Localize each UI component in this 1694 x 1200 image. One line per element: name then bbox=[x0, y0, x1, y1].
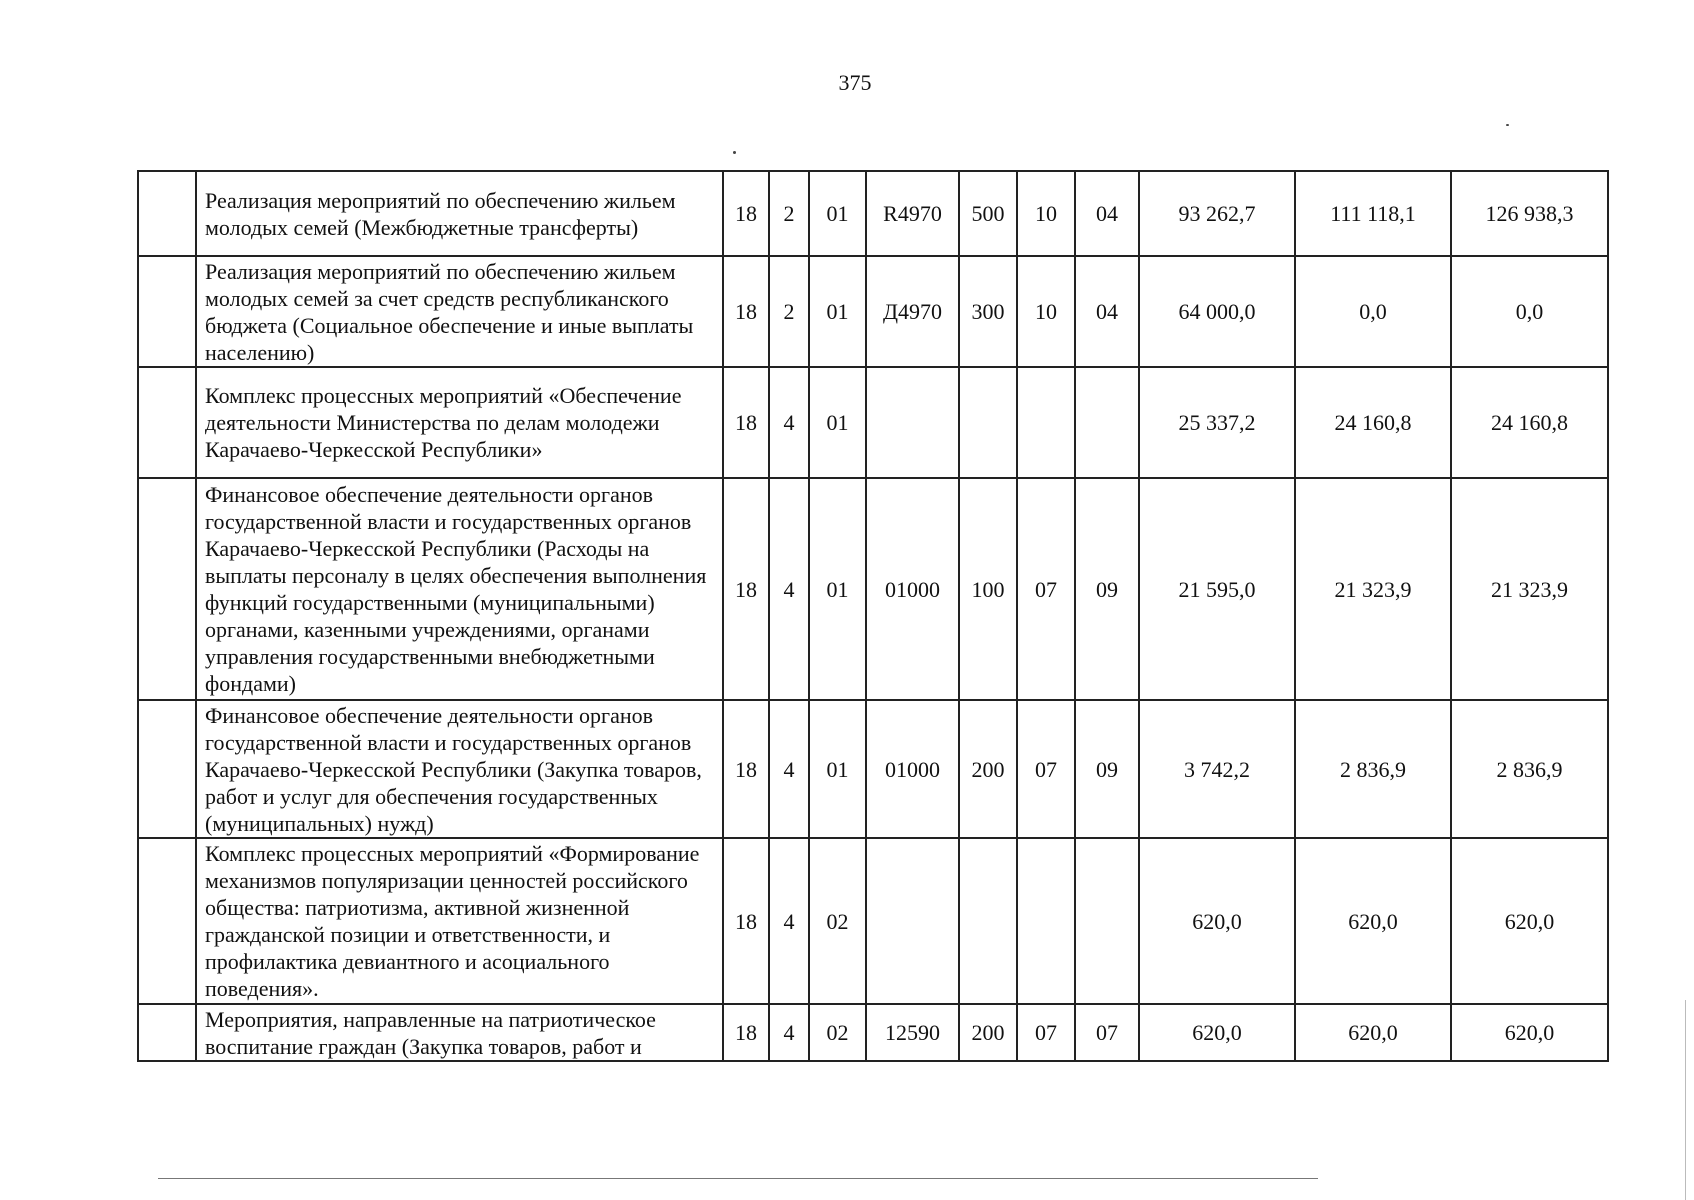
code-a-cell: 18 bbox=[723, 838, 769, 1004]
code-c-cell: 01 bbox=[809, 700, 866, 838]
code-a-cell: 18 bbox=[723, 700, 769, 838]
blank-cell bbox=[138, 1004, 196, 1061]
blank-cell bbox=[138, 838, 196, 1004]
amount-2-cell: 2 836,9 bbox=[1295, 700, 1451, 838]
code-c-cell: 01 bbox=[809, 171, 866, 256]
code-e-cell: 200 bbox=[959, 1004, 1017, 1061]
code-e-cell: 500 bbox=[959, 171, 1017, 256]
code-e-cell: 200 bbox=[959, 700, 1017, 838]
code-b-cell: 2 bbox=[769, 171, 809, 256]
amount-2-cell: 111 118,1 bbox=[1295, 171, 1451, 256]
code-e-cell bbox=[959, 367, 1017, 478]
subsection-cell: 07 bbox=[1075, 1004, 1139, 1061]
row-description: Финансовое обеспечение деятельности органов государственной власти и государственных органов Карачаево-Черкесской Республики (Закупка товаров, работ и услуг для обеспечения государственных (муниципальных) нужд) bbox=[196, 700, 723, 838]
section-cell bbox=[1017, 838, 1075, 1004]
row-description: Реализация мероприятий по обеспечению жильем молодых семей за счет средств республиканского бюджета (Социальное обеспечение и иные выплаты населению) bbox=[196, 256, 723, 367]
section-cell bbox=[1017, 367, 1075, 478]
page-number: 375 bbox=[838, 70, 872, 95]
amount-1-cell: 21 595,0 bbox=[1139, 478, 1295, 700]
amount-3-cell: 24 160,8 bbox=[1451, 367, 1608, 478]
code-b-cell: 4 bbox=[769, 838, 809, 1004]
code-a-cell: 18 bbox=[723, 256, 769, 367]
table-row bbox=[138, 171, 1608, 256]
bottom-rule bbox=[158, 1178, 1318, 1179]
code-b-cell: 4 bbox=[769, 478, 809, 700]
subsection-cell: 04 bbox=[1075, 171, 1139, 256]
code-d-cell: 12590 bbox=[866, 1004, 959, 1061]
row-description: Реализация мероприятий по обеспечению жильем молодых семей (Межбюджетные трансферты) bbox=[196, 171, 723, 256]
table-row bbox=[138, 1004, 1608, 1061]
scan-speck bbox=[1506, 124, 1509, 126]
subsection-cell bbox=[1075, 838, 1139, 1004]
amount-2-cell: 620,0 bbox=[1295, 838, 1451, 1004]
code-d-cell: Д4970 bbox=[866, 256, 959, 367]
code-d-cell: R4970 bbox=[866, 171, 959, 256]
row-description: Финансовое обеспечение деятельности органов государственной власти и государственных органов Карачаево-Черкесской Республики (Расходы на выплаты персоналу в целях обеспечения выполнения функций государственными (муниципальными) органами, казенными учреждениями, органами управления государственными внебюджетными фондами) bbox=[196, 478, 723, 700]
row-description: Комплекс процессных мероприятий «Формирование механизмов популяризации ценностей российского общества: патриотизма, активной жизненной гражданской позиции и ответственности, и профилактика девиантного и асоциального поведения». bbox=[196, 838, 723, 1004]
section-cell: 07 bbox=[1017, 700, 1075, 838]
amount-2-cell: 24 160,8 bbox=[1295, 367, 1451, 478]
amount-1-cell: 64 000,0 bbox=[1139, 256, 1295, 367]
code-e-cell: 300 bbox=[959, 256, 1017, 367]
amount-2-cell: 620,0 bbox=[1295, 1004, 1451, 1061]
amount-3-cell: 620,0 bbox=[1451, 1004, 1608, 1061]
blank-cell bbox=[138, 700, 196, 838]
table-row bbox=[138, 700, 1608, 838]
subsection-cell bbox=[1075, 367, 1139, 478]
code-b-cell: 4 bbox=[769, 1004, 809, 1061]
scan-edge-mark bbox=[1685, 1000, 1686, 1200]
row-description: Мероприятия, направленные на патриотическое воспитание граждан (Закупка товаров, работ и bbox=[196, 1004, 723, 1061]
section-cell: 07 bbox=[1017, 1004, 1075, 1061]
blank-cell bbox=[138, 256, 196, 367]
scan-speck bbox=[733, 151, 736, 154]
amount-3-cell: 620,0 bbox=[1451, 838, 1608, 1004]
code-b-cell: 4 bbox=[769, 700, 809, 838]
amount-1-cell: 93 262,7 bbox=[1139, 171, 1295, 256]
table-row bbox=[138, 367, 1608, 478]
code-c-cell: 02 bbox=[809, 838, 866, 1004]
code-c-cell: 01 bbox=[809, 256, 866, 367]
table-row bbox=[138, 478, 1608, 700]
amount-1-cell: 620,0 bbox=[1139, 1004, 1295, 1061]
code-d-cell bbox=[866, 838, 959, 1004]
amount-3-cell: 2 836,9 bbox=[1451, 700, 1608, 838]
amount-3-cell: 21 323,9 bbox=[1451, 478, 1608, 700]
table-row bbox=[138, 838, 1608, 1004]
code-d-cell: 01000 bbox=[866, 700, 959, 838]
row-description: Комплекс процессных мероприятий «Обеспечение деятельности Министерства по делам молодежи Карачаево-Черкесской Республики» bbox=[196, 367, 723, 478]
code-c-cell: 01 bbox=[809, 478, 866, 700]
amount-3-cell: 126 938,3 bbox=[1451, 171, 1608, 256]
subsection-cell: 09 bbox=[1075, 700, 1139, 838]
amount-3-cell: 0,0 bbox=[1451, 256, 1608, 367]
budget-table bbox=[137, 170, 1609, 1062]
code-c-cell: 01 bbox=[809, 367, 866, 478]
code-e-cell bbox=[959, 838, 1017, 1004]
code-b-cell: 4 bbox=[769, 367, 809, 478]
amount-2-cell: 21 323,9 bbox=[1295, 478, 1451, 700]
amount-1-cell: 25 337,2 bbox=[1139, 367, 1295, 478]
section-cell: 10 bbox=[1017, 256, 1075, 367]
code-a-cell: 18 bbox=[723, 171, 769, 256]
amount-2-cell: 0,0 bbox=[1295, 256, 1451, 367]
code-d-cell: 01000 bbox=[866, 478, 959, 700]
section-cell: 10 bbox=[1017, 171, 1075, 256]
code-a-cell: 18 bbox=[723, 478, 769, 700]
section-cell: 07 bbox=[1017, 478, 1075, 700]
code-a-cell: 18 bbox=[723, 1004, 769, 1061]
amount-1-cell: 620,0 bbox=[1139, 838, 1295, 1004]
subsection-cell: 09 bbox=[1075, 478, 1139, 700]
code-c-cell: 02 bbox=[809, 1004, 866, 1061]
code-d-cell bbox=[866, 367, 959, 478]
code-a-cell: 18 bbox=[723, 367, 769, 478]
blank-cell bbox=[138, 478, 196, 700]
code-b-cell: 2 bbox=[769, 256, 809, 367]
blank-cell bbox=[138, 171, 196, 256]
amount-1-cell: 3 742,2 bbox=[1139, 700, 1295, 838]
code-e-cell: 100 bbox=[959, 478, 1017, 700]
blank-cell bbox=[138, 367, 196, 478]
subsection-cell: 04 bbox=[1075, 256, 1139, 367]
table-row bbox=[138, 256, 1608, 367]
